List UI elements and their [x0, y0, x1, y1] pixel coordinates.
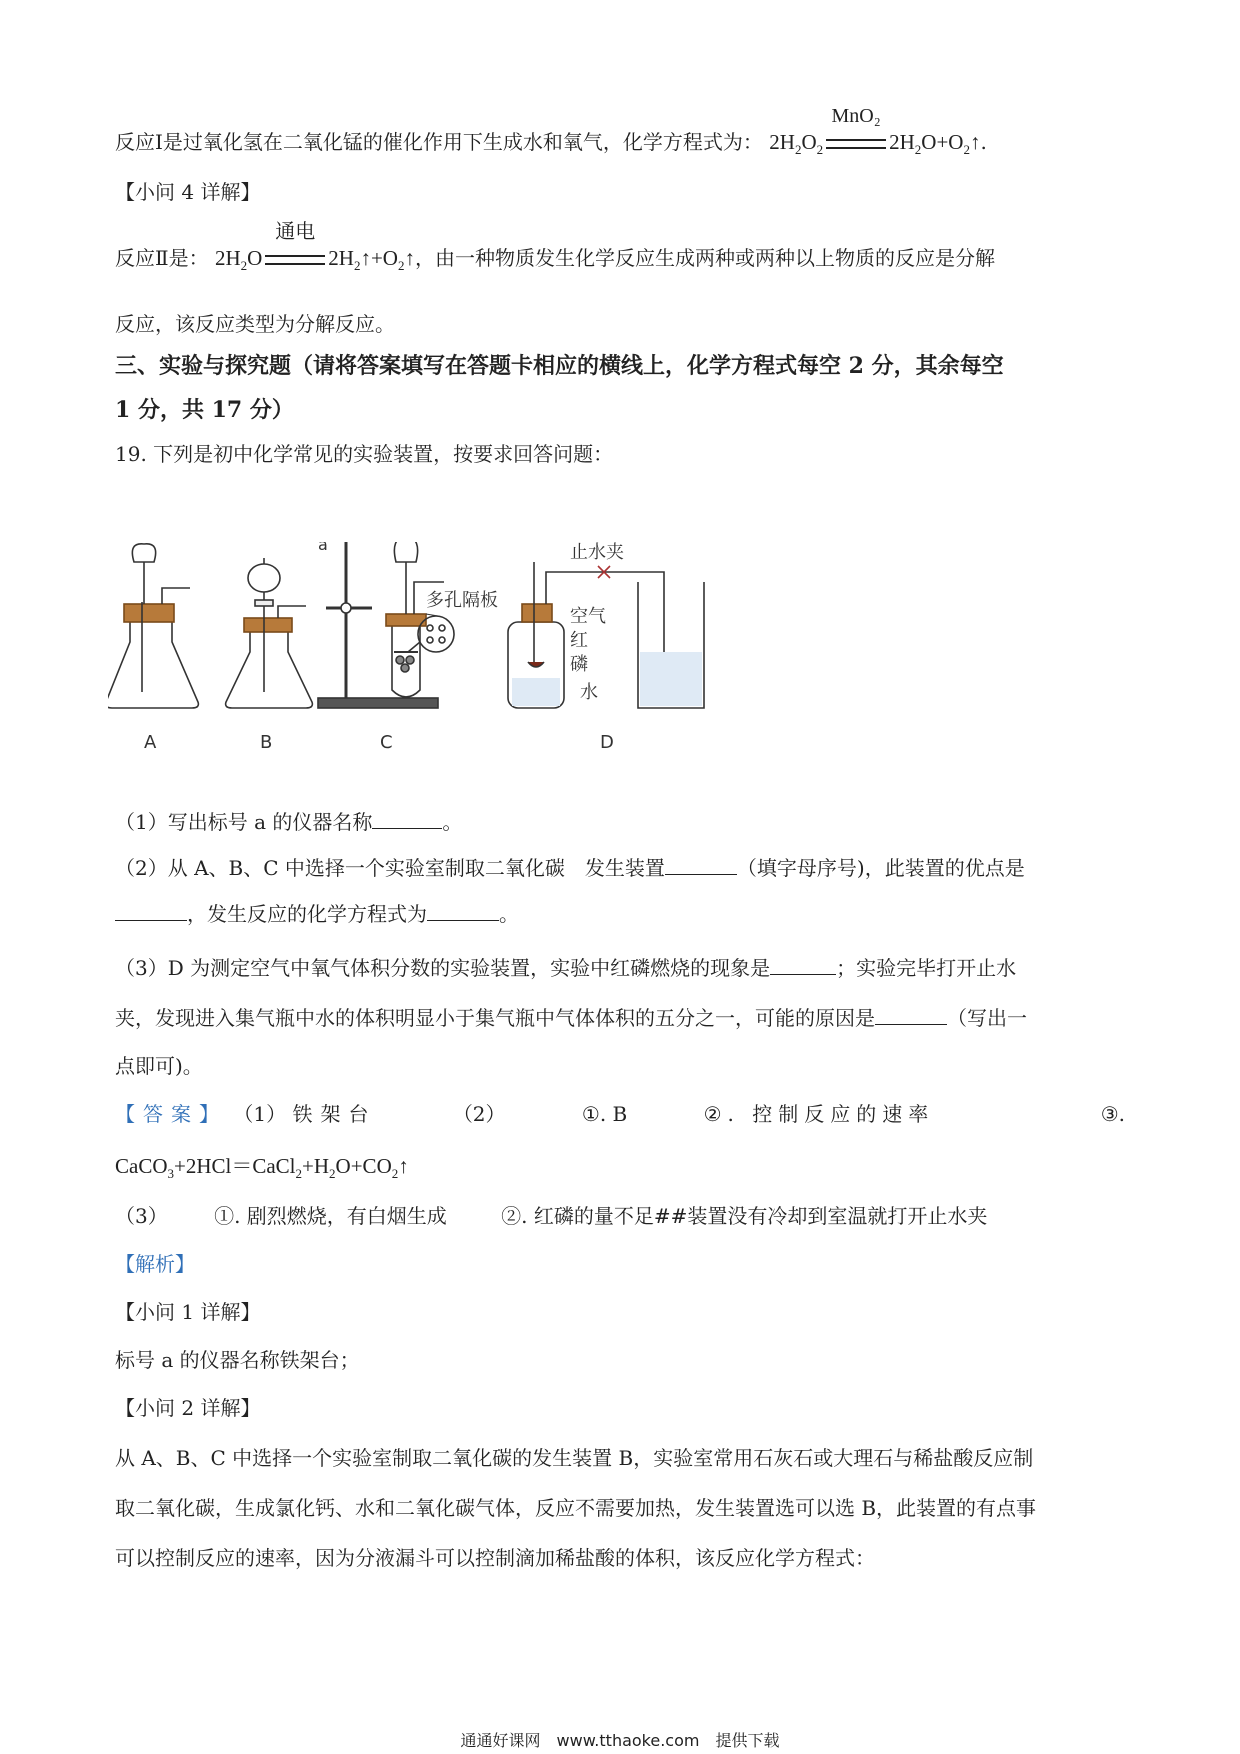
footer: 通通好课网 www.tthaoke.com 提供下载 — [460, 1731, 780, 1750]
label-phosphorus: 磷 — [570, 654, 588, 675]
sub-question-2 — [115, 854, 1025, 882]
period: . — [980, 130, 987, 154]
label-C: C — [380, 732, 393, 753]
reaction-2-line — [115, 221, 995, 280]
answer-2-2: ②. 控制反应的速率 — [703, 1102, 935, 1126]
sub2-mid: （填字母序号)，此装置的优点是 — [736, 856, 1025, 880]
reaction-2-cont: 反应，该反应类型为分解反应。 — [115, 312, 395, 336]
reaction-1-line — [115, 105, 987, 164]
question-19-title: 19. 下列是初中化学常见的实验装置，按要求回答问题： — [115, 442, 614, 466]
q2-detail-3: 可以控制反应的速率，因为分液漏斗可以控制滴加稀盐酸的体积，该反应化学方程式： — [115, 1546, 875, 1570]
apparatus-d — [508, 562, 704, 708]
label-a: a — [318, 542, 328, 554]
sub3-text: （3）D 为测定空气中氧气体积分数的实验装置，实验中红磷燃烧的现象是 — [115, 956, 771, 980]
label-water: 水 — [580, 682, 598, 703]
label-A: A — [144, 732, 157, 753]
reaction-2-text: ，由一种物质发生化学反应生成两种或两种以上物质的反应是分解 — [414, 246, 995, 270]
sub-question-1 — [115, 808, 462, 836]
answer-1: 铁架台 — [292, 1102, 377, 1126]
equation-electrolysis: $2H_2O$ 通电 $2H_2↑+O_2↑$ — [215, 246, 415, 270]
sub2-mid2: ，发生反应的化学方程式为 — [187, 902, 427, 926]
apparatus-a — [108, 544, 198, 708]
answer-3-2: ②. 红磷的量不足##装置没有冷却到室温就打开止水夹 — [501, 1204, 988, 1228]
answer-part-2: （2） — [452, 1102, 506, 1126]
sub2-text: （2）从 A、B、C 中选择一个实验室制取二氧化碳 发生装置 — [115, 856, 665, 880]
sub3-line2: 夹，发现进入集气瓶中水的体积明显小于集气瓶中气体体积的五分之一，可能的原因是 — [115, 1006, 875, 1030]
sub1-text: （1）写出标号 a 的仪器名称 — [115, 810, 373, 834]
label-air: 空气 — [570, 606, 606, 627]
caco3-equation: $CaCO_3+2HCl=CaCl_2+H_2O+CO_2↑$ — [115, 1154, 409, 1181]
answer-blank — [875, 1004, 947, 1025]
condition-label: 通电 — [275, 221, 316, 243]
q2-detail-2: 取二氧化碳，生成氯化钙、水和二氧化碳气体，反应不需要加热，发生装置选可以选 B，此装置的有点事 — [115, 1496, 1037, 1520]
sub-question-3-cont — [115, 1004, 1027, 1032]
sub3-mid: ；实验完毕打开止水 — [836, 956, 1017, 980]
answer-blank — [372, 808, 442, 829]
answer-3-line — [115, 1202, 987, 1230]
apparatus-c — [318, 542, 454, 708]
q1-header: 【小问 1 详解】 — [115, 1300, 261, 1324]
label-perforated-plate: 多孔隔板 — [426, 590, 498, 611]
label-clamp: 止水夹 — [570, 542, 624, 563]
answer-2-1: ①. B — [581, 1102, 628, 1126]
q2-header: 【小问 2 详解】 — [115, 1396, 261, 1420]
reaction-1-text: 反应Ⅰ是过氧化氢在二氧化锰的催化作用下生成水和氧气，化学方程式为： — [115, 130, 763, 154]
answer-blank — [665, 854, 737, 875]
reaction-2-prefix: 反应Ⅱ是： — [115, 246, 209, 270]
answer-part-3: （3） — [115, 1204, 168, 1228]
apparatus-figure — [108, 542, 828, 762]
sub1-post: 。 — [442, 810, 463, 834]
answer-blank — [427, 900, 499, 921]
sub-question-2-cont — [115, 900, 519, 928]
label-B: B — [260, 732, 273, 753]
sub3-line2b: （写出一 — [947, 1006, 1027, 1030]
sub-question-3 — [115, 954, 1016, 982]
label-D: D — [600, 732, 614, 753]
q4-header: 【小问 4 详解】 — [115, 180, 261, 204]
answer-2-3: ③. — [1100, 1102, 1125, 1126]
answer-part-1: （1） — [233, 1102, 287, 1126]
answer-blank — [115, 900, 187, 921]
answer-blank — [770, 954, 836, 975]
catalyst-label: MnO₂ — [831, 105, 881, 127]
answer-3-1: ①. 剧烈燃烧，有白烟生成 — [214, 1204, 447, 1228]
apparatus-b — [226, 558, 313, 708]
answer-line — [115, 1100, 1125, 1128]
answer-tag: 【答案】 — [115, 1102, 227, 1126]
analysis-tag: 【解析】 — [115, 1252, 195, 1276]
sub-question-3-end: 点即可)。 — [115, 1054, 203, 1078]
q2-detail-1: 从 A、B、C 中选择一个实验室制取二氧化碳的发生装置 B，实验室常用石灰石或大理石与稀盐酸反应制 — [115, 1446, 1034, 1470]
equation-h2o2: $2H_2O_2$ MnO₂ $2H_2O+O_2↑$ — [769, 130, 980, 154]
section-3-title-cont: 1 分，共 17 分） — [115, 397, 294, 423]
section-3-title: 三、实验与探究题（请将答案填写在答题卡相应的横线上，化学方程式每空 2 分，其余每空 — [115, 353, 1004, 379]
q1-detail: 标号 a 的仪器名称铁架台； — [115, 1348, 360, 1372]
label-red: 红 — [570, 630, 588, 651]
sub2-post: 。 — [499, 902, 519, 926]
